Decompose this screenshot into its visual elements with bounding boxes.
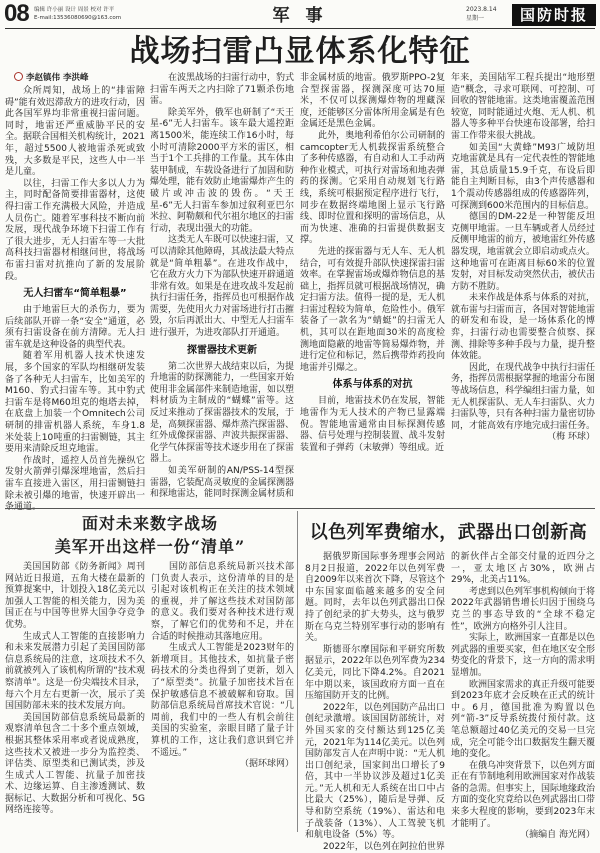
byline-authors: 李赵镇伟 李洪峰 (26, 73, 89, 83)
lead-article-column-1 (5, 86, 145, 513)
ai-article-title (5, 512, 295, 558)
article-paragraph: 年来，美国陆军工程兵提出“地形塑造”概念，寻求可联网、可控制、可回收的智能地雷。这类地雷覆盖范围较宽，同时能通过火炮、无人机、机器人等多种平台快速布设部署，给扫雷工作带来很大挑战。 (451, 73, 596, 141)
article-paragraph: 2022年，以色列国防产品出口创纪录激增。该国国防部统计，对外国买家的交付额达到125亿美元，2021年为114亿美元。以色列国防部发言人在声明中说：“无人机出口创纪录，国家间出口增长了9倍，其中一半协议涉及超过1亿美元。”无人机和无人系统在出口中占比最大（25%），随后是导弹、反导和防空系统（19%）、雷达和电子战装备（13%）、人工驾驶飞机和航电设备（5%）等。 (305, 702, 445, 841)
lead-article-title: 战场扫雷凸显体系化特征 (129, 34, 471, 69)
article-paragraph: 因此，在现代战争中执行扫雷任务，指挥员需根据掌握的地雷分布图等战场信息，科学编组扫雷力量，如无人机探雷队、无人车扫雷队、火力扫雷队等，只有各种扫雷力量密切协同，才能高效有序地完成扫雷任务。 (451, 362, 596, 431)
source-credit: （据环球网） (239, 759, 294, 770)
date-text: 2023.8.14 (466, 6, 497, 13)
article-paragraph: 如美国“大黄蜂”M93广域防坦克地雷就是具有一定代表性的智能地雷，其总质量15.9千克，布设后即能自主判断目标，由3个声传感器和1个震动传感器组成的传感器阵列，可探测到600米范围内的目标信息。 (451, 142, 596, 211)
ai-article-column-1 (5, 562, 145, 832)
lead-article-byline (14, 72, 88, 84)
article-paragraph: 随着军用机器人技术快速发展，多个国家的军队均相继研发装备了各种无人扫雷车，比如美军的M160、豹式扫雷车等。其中豹式扫雷车是将M60坦克的炮塔去掉，在底盘上加装一个Omnitech公司研制的排雷机器人系统，车身1.8米处装上10吨重的扫雷铡链，其主要用来清除反坦克地雷。 (5, 351, 145, 455)
article-paragraph: 先进的探雷器与无人车、无人机结合，可有效提升部队快速探雷扫雷效率。在掌握雷场或爆炸物信息的基础上，指挥员就可根据战场情况，确定扫雷方法。值得一提的是，无人机扫雷过程较为简单，危险性小。俄军装备了一款名为“蜻蜓”的扫雷无人机，其可以在距地面30米的高度检测地面隐蔽的地雷等简易爆炸物，并进行定位和标记，然后携带炸药投向地雷并引爆之。 (300, 246, 445, 373)
article-paragraph: 国防部信息系统局新兴技术部门负责人表示，这份清单的目的是引起对该机构正在关注的技术领域的重视，并了解这些技术对国防部的意义。我们要对各种技术进行观察，了解它们的优势和不足，并在合适的时候推动其落地应用。 (151, 562, 294, 642)
section-subheading: 无人扫雷车“简单粗暴” (23, 288, 127, 300)
column-divider (297, 511, 298, 832)
issue-date (466, 5, 497, 23)
article-paragraph: 欧洲国家需求的真正升级可能要到2023年底才会反映在正式的统计中。6月，德国批准为购置以色列“箭-3”反导系统拨付预付款。这笔总额超过40亿美元的交易一旦完成，完全可能令出口数据发生翻天覆地的变化。 (451, 679, 596, 760)
lead-article-column-3 (300, 73, 445, 505)
staff-info (34, 6, 121, 22)
source-credit: （摘编自 海光网） (520, 830, 595, 841)
article-paragraph: 2022年，以色列在阿拉伯世界 (323, 841, 445, 852)
masthead-logo: 国防时报 (512, 4, 596, 26)
section-subheading: 体系与体系的对抗 (332, 379, 413, 391)
article-paragraph: 未来作战是体系与体系的对抗，就布雷与扫雷而言，各国对智能地雷的研发和布设，是一场体系化的博弈，扫雷行动也需要整合侦察、探测、排除等多种手段与力量，提升整体效能。 (451, 293, 596, 362)
weekday-text: 星期一 (466, 15, 485, 22)
israel-article-title: 以色列军费缩水，武器出口创新高 (309, 522, 588, 543)
staff-line: 编辑 许小丽 设计 周景 校对 许平 (34, 7, 115, 13)
israel-article-column-2 (451, 552, 596, 841)
article-paragraph: 此外，奥地利希伯尔公司研制的camcopter无人机载探雷系统整合了多种传感器，有自动和人工手动两种作业模式，可执行对雷场和地表弹药的探测。它采用自动规划飞行路线，系统可根据预定程序进行飞行，同步在数据终端地图上显示飞行路线、即时位置和探明的雷场信息，从而为快速、准确的扫雷提供数据支撑。 (300, 130, 445, 246)
article-paragraph: 美国国防部《防务新闻》周刊网站近日报道，五角大楼在最新的预算提案中，计划投入18亿美元以加强人工智能的相关能力，因为美国正在与中国等世界大国争夺竞争优势。 (5, 562, 145, 630)
header-rule (5, 28, 595, 29)
lead-article-column-4 (451, 73, 595, 503)
ai-article-column-2 (151, 562, 294, 832)
section-subheading: 探雷器技术更新 (187, 344, 257, 356)
article-paragraph: 的新伙伴占全部交付量的近四分之一，亚太地区占30%，欧洲占29%，北美占11%。 (451, 552, 595, 586)
article-paragraph: 这类无人车既可以快速扫雷，又可以清除其他障碍，其战法最大特点就是“简单粗暴”。在进攻作战中，它在敌方火力下为部队快速开辟通道非常有效。如果是在进攻战斗发起前执行扫雷任务，指挥员也可根据作战需要，先使用火力对雷场进行打击摧毁，尔后再派出大、中型无人扫雷车进行强开，为进攻部队打开通道。 (150, 235, 295, 339)
email-line: E-mail:13536080690@163.com (34, 15, 122, 21)
article-paragraph: 美国国防部信息系统局最新的观察清单包含二十多个重点领域，根据其整体采用率或者说成熟度，这些技术又被进一步分为监控类、评估类、原型类和已测试类，涉及生成式人工智能、抗量子加密技术、边缘运算、自主渗透测试、数据标记、大数据分析和可视化、5G网络连接等。 (5, 712, 145, 816)
israel-article-column-1 (305, 552, 445, 852)
article-paragraph: 实际上，欧洲国家一直都是以色列武器的重要买家，但在地区安全形势变化的背景下，这一方向的需求明显增加。 (451, 633, 596, 678)
section-title: 军 事 (272, 6, 328, 26)
article-paragraph: 如美军研制的AN/PSS-14型探雷器，它装配高灵敏度的金属探测器和探地雷达，能同时探测金属材质和 (150, 466, 295, 500)
byline-author-icon (14, 72, 23, 81)
page-number: 08 (4, 0, 29, 27)
lead-article-column-2 (150, 73, 294, 505)
article-paragraph: 以往，扫雷工作大多以人力为主，同时配备简要排雷器材，这使得扫雷工作充满极大风险，并造成人员伤亡。随着军事科技不断向前发展，现代战争环境下扫雷工作有了很大进步，无人扫雷车等一大批高科技扫雷器材相继问世，将战场布雷扫雷对抗推向了新的发展阶段。 (5, 178, 145, 282)
source-credit: （梅 环球） (547, 432, 595, 443)
article-paragraph: 生成式人工智能的直接影响力和未来发展潜力引起了美国国防部信息系统局的注意，这项技术不久前就被列入了该机构所谓的“技术观察清单”。这是一份尖端技术目录，每六个月左右更新一次，展示了美国国防部未来的技术发展方向。 (5, 631, 145, 712)
article-paragraph: 德国的DM-22是一种智能反坦克侧甲地雷。一旦车辆或者人员经过反侧甲地雷的前方，被地雷红外传感器发现，地雷就会立即启动或点火。这种地雷可在距离目标60米的位置发射，对目标发动突然伏击，被伏击方防不胜防。 (451, 212, 596, 292)
article-paragraph: 据俄罗斯国际事务理事会网站8月2日报道，2022年以色列军费自2009年以来首次下降，尽管这个中东国家面临越来越多的安全问题。同时，去年以色列武器出口保持了创纪录的扩大势头，这与俄罗斯在乌克兰特别军事行动的影响有关。 (305, 552, 445, 644)
article-paragraph: 除美军外，俄军也研制了“天王星-6”无人扫雷车。该车最大遥控距离1500米，能连续工作16小时，每小时可清除2000平方米的雷区，相当于1个工兵排的工作量。其车体由装甲制成，车载设备进行了加固和防爆处理，能有效防止地雷爆炸产生的破片或冲击波的毁伤。“天王星-6”无人扫雷车参加过叙利亚巴尔米拉、阿勒颇和代尔祖尔地区的扫雷行动，表现出强大的功能。 (150, 107, 295, 234)
ai-article-title-line-2: 美军开出这样一份“清单” (54, 537, 246, 556)
ai-article-title-line-1: 面对未来数字战场 (81, 514, 218, 533)
section-divider (5, 508, 595, 509)
article-paragraph: 由于地雷巨大的杀伤力，要为后续部队开辟一条“安全”通道，必须有扫雷设备在前方清障。无人扫雷车就是这种设备的典型代表。 (5, 305, 145, 350)
article-paragraph: 第二次世界大战结束以后，为提升地雷的防探测能力，一些国家开始使用非金属部件来制造地雷，如以塑料材质为主制成的“蝴蝶”雷等。这反过来推动了探雷器技术的发展，于是，高频探雷器、爆炸蒸汽探雷器、红外成像探雷器、声波共振探雷器、化学气体探雷等技术逐步用在了探雷器上。 (150, 361, 295, 465)
article-paragraph: 在波黑战场的扫雷行动中，豹式扫雷车两天之内扫除了71颗杀伤地雷。 (150, 73, 295, 107)
article-paragraph: 斯德哥尔摩国际和平研究所数据显示，2022年以色列军费为234亿美元，同比下降4.2%。自2021年中期以来，该国政府方面一直在压缩国防开支的比例。 (305, 644, 445, 702)
article-paragraph: 作战时，遥控人员首先操纵它发射火箭弹引爆深埋地雷，然后扫雷车直接进入雷区，用扫雷铡链扫除未被引爆的地雷，快速开辟出一条通道。 (5, 455, 145, 513)
article-paragraph: 考虑到以色列军事机构倾向于将2022年武器销售增长归因于围绕乌克兰的事态导致的“全球不稳定性”，欧洲方向格外引人注目。 (451, 586, 596, 632)
article-paragraph: 非金属材质的地雷。俄罗斯PPO-2复合型探雷器，探测深度可达70厘米，不仅可以探测爆炸物的埋藏深度，还能够区分雷体所用金属是有色金属还是黑色金属。 (300, 73, 445, 130)
article-paragraph: 众所周知，战场上的“排雷障碍”能有效迟滞敌方的进攻行动，因此各国军界均非常重视扫雷问题。同时，地雷还严重威胁平民的安全。据联合国相关机构统计，2021年，超过5500人被地雷杀死或致残，大多数是平民，这些人中一半是儿童。 (5, 86, 145, 178)
article-paragraph: 生成式人工智能是2023财年的新增项目。其他技术，如抗量子密码技术的分类也得到了更新，划入了“原型类”。抗量子加密技术旨在保护敏感信息不被破解和窃取。国防部信息系统局首席技术官说：“几周前，我们中的一些人有机会前往美国的实验室，亲眼目睹了量子计算机的工作，这让我们意识到它并不遥远。” (151, 643, 294, 758)
article-paragraph: 目前，地雷技术仍在发展，智能地雷作为无人技术的产物已显露端倪。智能地雷通常由目标探测传感器、信号处理与控制装置、战斗发射装置和子弹药（末敏弹）等组成。近 (300, 396, 445, 453)
article-paragraph: 在俄乌冲突背景下，以色列方面正在有节制地利用欧洲国家对作战装备的急需。但事实上，国际地缘政治方面的变化究竟给以色列武器出口带来多大程度的影响，要到2023年末才能明了。 (451, 760, 596, 829)
